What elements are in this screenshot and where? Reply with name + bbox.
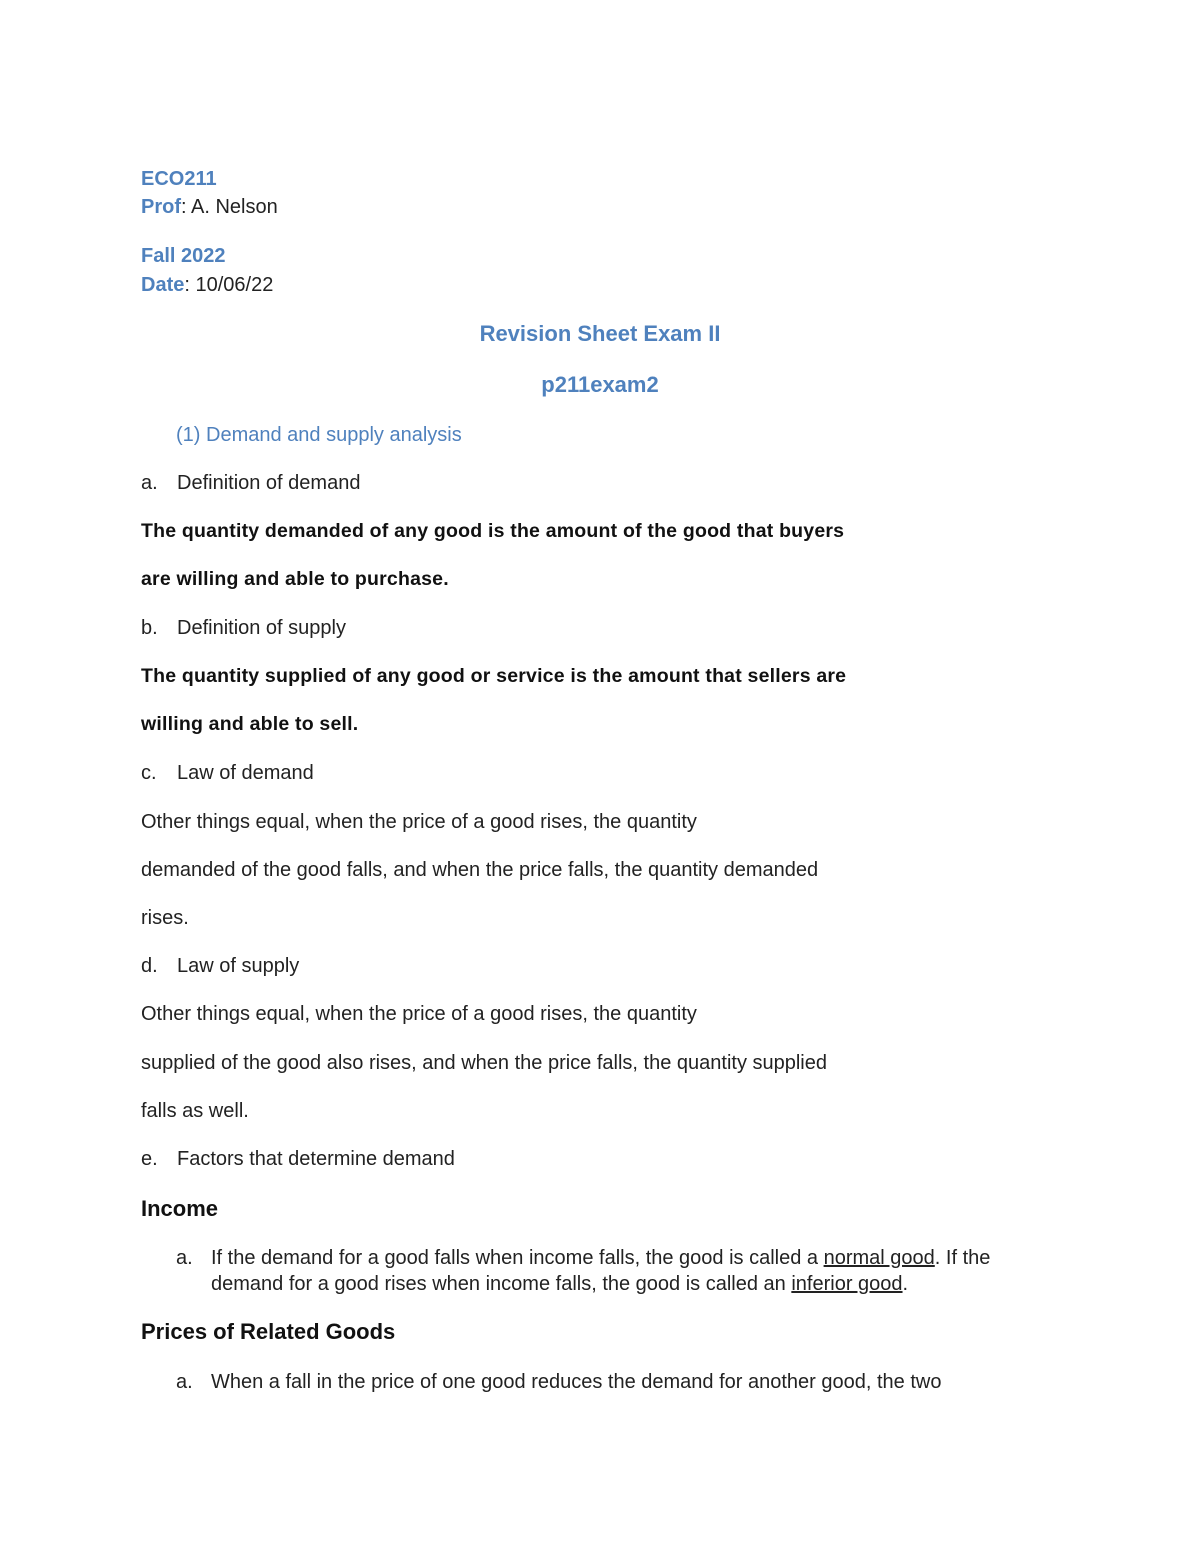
supply-def-line1: The quantity supplied of any good or service is the amount that sellers are: [141, 665, 847, 687]
item-b: [141, 616, 346, 640]
item-b-label: b.: [141, 617, 158, 639]
prof-colon: :: [181, 196, 187, 218]
item-d-text: Law of supply: [177, 955, 300, 977]
term: Fall 2022: [141, 245, 226, 267]
item-a-label: a.: [141, 472, 158, 494]
date-label: Date: [141, 274, 185, 296]
income-line2-post: .: [902, 1273, 909, 1295]
normal-good-term: normal good: [823, 1247, 935, 1269]
page-subtitle: p211exam2: [541, 372, 659, 397]
item-b-text: Definition of supply: [177, 617, 346, 639]
date-line: [141, 273, 273, 297]
page-title: Revision Sheet Exam II: [479, 321, 721, 346]
prof-line: [141, 195, 278, 219]
law-demand-line1: Other things equal, when the price of a good rises, the quantity: [141, 811, 697, 833]
item-a-text: Definition of demand: [177, 472, 361, 494]
income-line2-pre: demand for a good rises when income falls, the good is called an: [211, 1273, 792, 1295]
law-supply-line2: supplied of the good also rises, and when the price falls, the quantity supplied: [141, 1052, 827, 1074]
course-code: ECO211: [141, 168, 217, 190]
related-heading: Prices of Related Goods: [141, 1319, 396, 1344]
date-colon: :: [184, 274, 190, 296]
income-line2: [211, 1272, 908, 1296]
item-c-label: c.: [141, 762, 157, 784]
item-a: [141, 471, 360, 495]
item-d: [141, 954, 299, 978]
income-line1-pre: If the demand for a good falls when income falls, the good is called a: [211, 1247, 824, 1269]
demand-def-line1: The quantity demanded of any good is the amount of the good that buyers: [141, 520, 845, 542]
related-item-label: a.: [176, 1371, 193, 1393]
demand-def-line2: are willing and able to purchase.: [141, 568, 449, 590]
income-line1: [211, 1246, 990, 1270]
income-heading: Income: [141, 1196, 219, 1221]
law-supply-line1: Other things equal, when the price of a good rises, the quantity: [141, 1003, 697, 1025]
date-value: 10/06/22: [195, 274, 274, 296]
item-e-label: e.: [141, 1148, 158, 1170]
inferior-good-term: inferior good: [791, 1273, 903, 1295]
section-heading: (1) Demand and supply analysis: [176, 424, 462, 446]
law-supply-line3: falls as well.: [141, 1100, 249, 1122]
income-item-label: a.: [176, 1247, 193, 1269]
prof-label: Prof: [141, 196, 181, 218]
item-c: [141, 761, 314, 785]
prof-value: A. Nelson: [191, 196, 278, 218]
supply-def-line2: willing and able to sell.: [141, 713, 359, 735]
income-line1-post: . If the: [934, 1247, 991, 1269]
related-line1: When a fall in the price of one good reduces the demand for another good, the two: [211, 1371, 942, 1393]
item-c-text: Law of demand: [177, 762, 314, 784]
law-demand-line2: demanded of the good falls, and when the price falls, the quantity demanded: [141, 859, 819, 881]
law-demand-line3: rises.: [141, 907, 189, 929]
item-d-label: d.: [141, 955, 158, 977]
item-e: [141, 1147, 455, 1171]
item-e-text: Factors that determine demand: [177, 1148, 455, 1170]
